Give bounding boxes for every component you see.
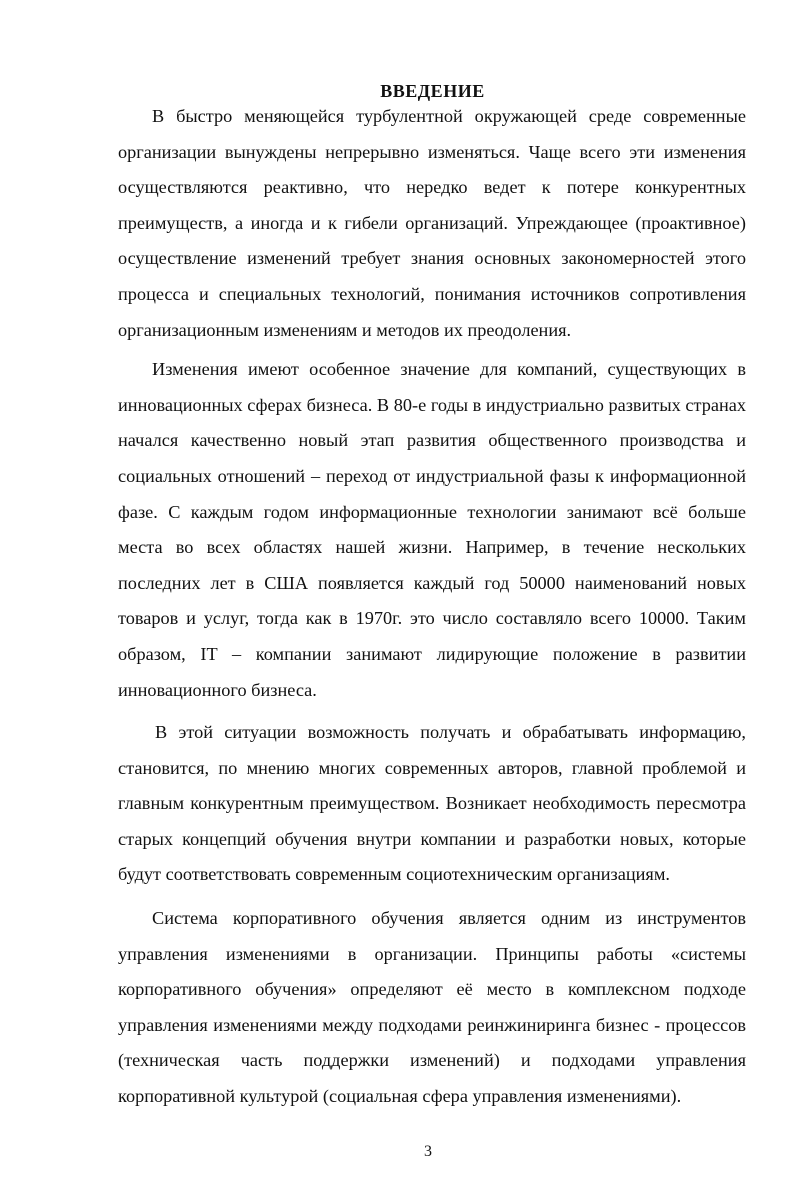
document-body: [118, 99, 746, 1115]
paragraph-3: В этой ситуации возможность получать и обрабатывать информацию, становится, по мнению многих современных авторов, главной проблемой и главным конкурентным преимуществом. Возникает необходимость пересмотра старых концепций обучения внутри компании и разработки новых, которые будут соответствовать современным социотехническим организациям.: [118, 722, 746, 885]
page-number: 3: [424, 1143, 432, 1160]
paragraph-1: В быстро меняющейся турбулентной окружающей среде современные организации вынуждены непрерывно изменяться. Чаще всего эти изменения осуществляются реактивно, что нередко ведет к потере конкурентных преимуществ, а иногда и к гибели организаций. Упреждающее (проактивное) осуществление изменений требует знания основных закономерностей этого процесса и специальных технологий, понимания источников сопротивления организационным изменениям и методов их преодоления.: [118, 106, 746, 340]
paragraph-4: Система корпоративного обучения является одним из инструментов управления изменениями в организации. Принципы работы «системы корпоративного обучения» определяют её место в комплексном подходе управления изменениями между подходами реинжиниринга бизнес - процессов (техническая часть поддержки изменений) и подходами управления корпоративной культурой (социальная сфера управления изменениями).: [118, 908, 746, 1107]
paragraph-2: Изменения имеют особенное значение для компаний, существующих в инновационных сферах бизнеса. В 80-е годы в индустриально развитых странах начался качественно новый этап развития общественного производства и социальных отношений – переход от индустриальной фазы к информационной фазе. С каждым годом информационные технологии занимают всё больше места во всех областях нашей жизни. Например, в течение нескольких последних лет в США появляется каждый год 50000 наименований новых товаров и услуг, тогда как в 1970г. это число составляло всего 10000. Таким образом, IT – компании занимают лидирующие положение в развитии инновационного бизнеса.: [118, 359, 746, 700]
page-title: ВВЕДЕНИЕ: [380, 81, 485, 101]
